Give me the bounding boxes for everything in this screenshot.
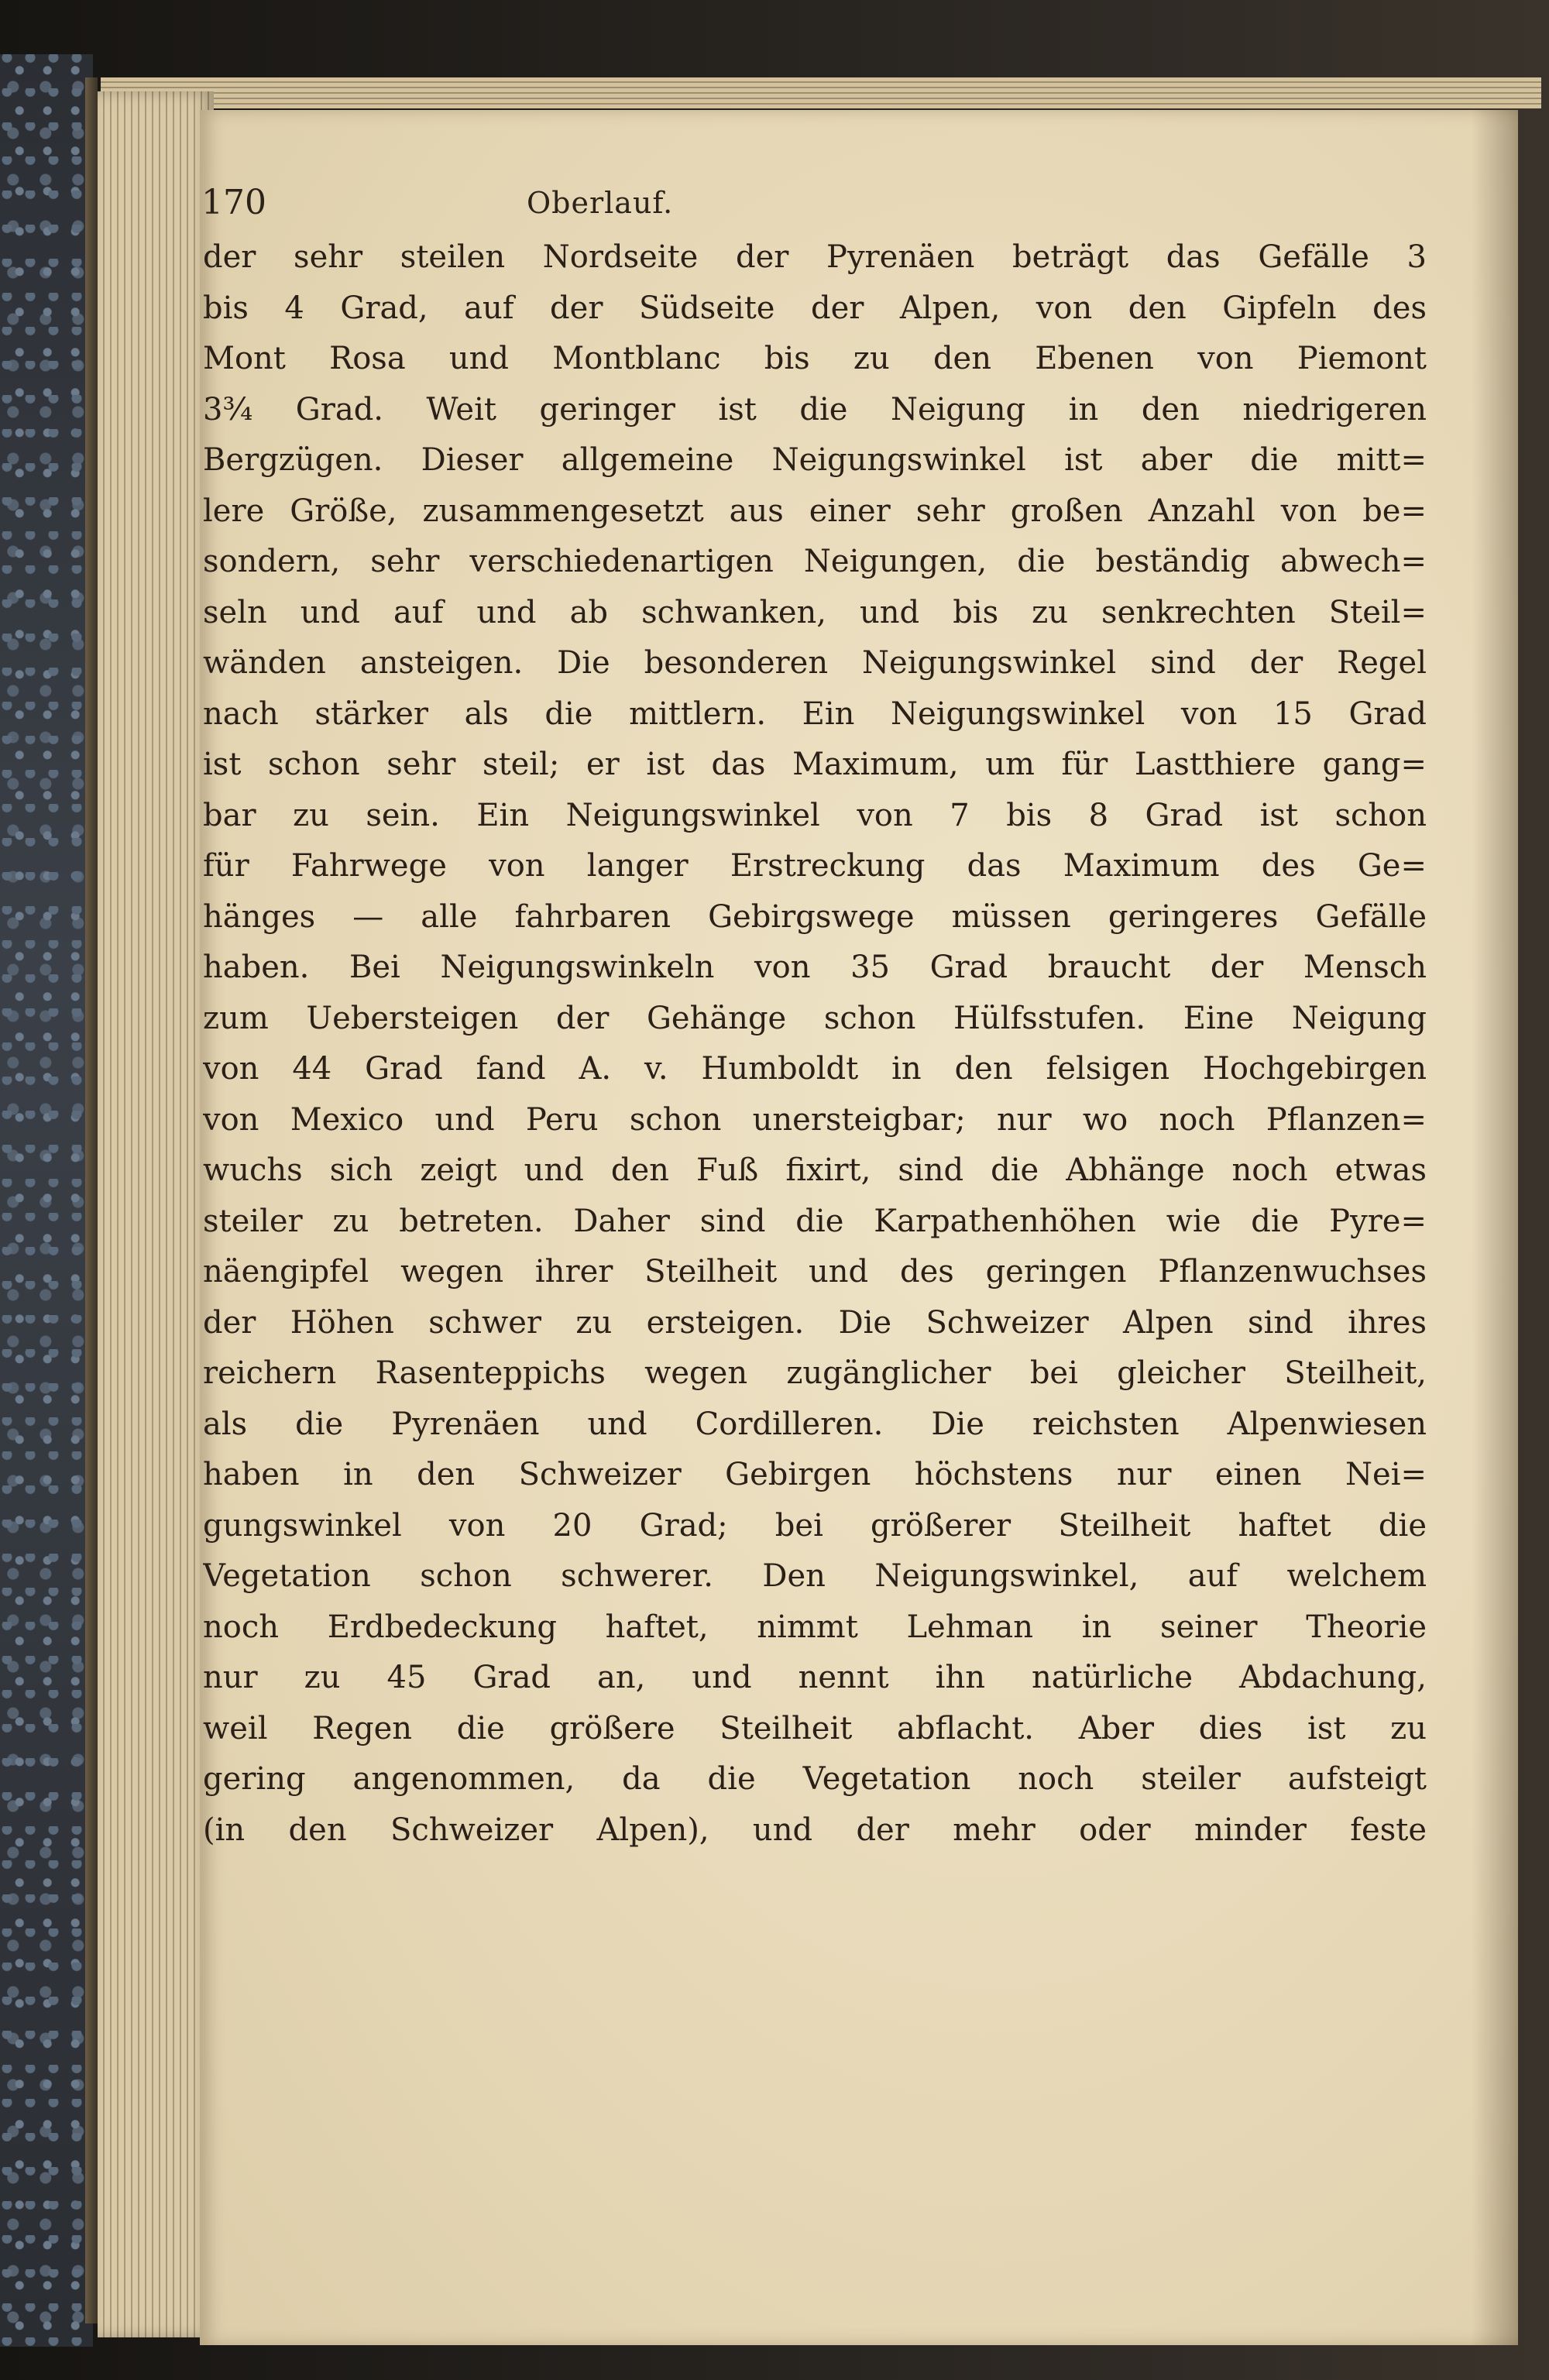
- text-line: wuchs sich zeigt und den Fuß fixirt, sind die Abhänge noch etwas: [203, 1152, 1427, 1188]
- text-line: der Höhen schwer zu ersteigen. Die Schweizer Alpen sind ihres: [203, 1304, 1427, 1341]
- text-line: nur zu 45 Grad an, und nennt ihn natürliche Abdachung,: [203, 1660, 1427, 1695]
- text-line: bar zu sein. Ein Neigungswinkel von 7 bis 8 Grad ist schon: [203, 797, 1427, 833]
- text-line: wänden ansteigen. Die besonderen Neigungswinkel sind der Regel: [203, 645, 1427, 681]
- page-number: 170: [201, 183, 266, 222]
- text-line: nach stärker als die mittlern. Ein Neigungswinkel von 15 Grad: [203, 695, 1427, 732]
- text-line: haben in den Schweizer Gebirgen höchstens nur einen Nei=: [203, 1457, 1427, 1492]
- text-line: Mont Rosa und Montblanc bis zu den Ebenen von Piemont: [203, 341, 1427, 376]
- text-line: seln und auf und ab schwanken, und bis zu senkrechten Steil=: [203, 594, 1427, 630]
- text-line: von Mexico und Peru schon unersteigbar; nur wo noch Pflanzen=: [203, 1101, 1427, 1138]
- running-head: [201, 183, 1007, 229]
- text-line: gungswinkel von 20 Grad; bei größerer Steilheit haftet die: [203, 1507, 1427, 1544]
- text-line: zum Uebersteigen der Gehänge schon Hülfsstufen. Eine Neigung: [203, 1000, 1427, 1036]
- spine-edge: [85, 77, 98, 2323]
- text-line: sondern, sehr verschiedenartigen Neigungen, die beständig abwech=: [203, 544, 1427, 579]
- text-line: hänges — alle fahrbaren Gebirgswege müssen geringeres Gefälle: [203, 898, 1427, 935]
- page-gutter-shadow: [1472, 110, 1518, 2345]
- text-line: bis 4 Grad, auf der Südseite der Alpen, von den Gipfeln des: [203, 290, 1427, 326]
- running-title: Oberlauf.: [527, 186, 674, 220]
- text-line: für Fahrwege von langer Erstreckung das Maximum des Ge=: [203, 848, 1427, 884]
- text-line: reichern Rasenteppichs wegen zugänglicher bei gleicher Steilheit,: [203, 1355, 1427, 1391]
- text-line: haben. Bei Neigungswinkeln von 35 Grad braucht der Mensch: [203, 950, 1427, 985]
- text-line: (in den Schweizer Alpen), und der mehr oder minder feste: [203, 1812, 1427, 1848]
- text-line: näengipfel wegen ihrer Steilheit und des geringen Pflanzenwuchses: [203, 1254, 1427, 1290]
- text-line: 3¾ Grad. Weit geringer ist die Neigung in den niedrigeren: [203, 391, 1427, 428]
- page-edges-top: [101, 77, 1541, 108]
- text-line: von 44 Grad fand A. v. Humboldt in den felsigen Hochgebirgen: [203, 1051, 1427, 1087]
- text-line: Bergzügen. Dieser allgemeine Neigungswinkel ist aber die mitt=: [203, 442, 1427, 478]
- text-line: weil Regen die größere Steilheit abflacht. Aber dies ist zu: [203, 1710, 1427, 1746]
- text-line: Vegetation schon schwerer. Den Neigungswinkel, auf welchem: [203, 1558, 1427, 1594]
- text-line: steiler zu betreten. Daher sind die Karpathenhöhen wie die Pyre=: [203, 1203, 1427, 1239]
- text-line: noch Erdbedeckung haftet, nimmt Lehman in seiner Theorie: [203, 1609, 1427, 1645]
- page-edges-left: [98, 91, 214, 2337]
- text-line: gering angenommen, da die Vegetation noch steiler aufsteigt: [203, 1761, 1427, 1797]
- text-line: lere Größe, zusammengesetzt aus einer sehr großen Anzahl von be=: [203, 493, 1427, 529]
- text-line: ist schon sehr steil; er ist das Maximum, um für Lastthiere gang=: [203, 747, 1427, 782]
- body-text: [203, 232, 1427, 1856]
- text-line: als die Pyrenäen und Cordilleren. Die reichsten Alpenwiesen: [203, 1406, 1427, 1442]
- text-line: der sehr steilen Nordseite der Pyrenäen beträgt das Gefälle 3: [203, 239, 1427, 275]
- marbled-cover: [0, 54, 93, 2347]
